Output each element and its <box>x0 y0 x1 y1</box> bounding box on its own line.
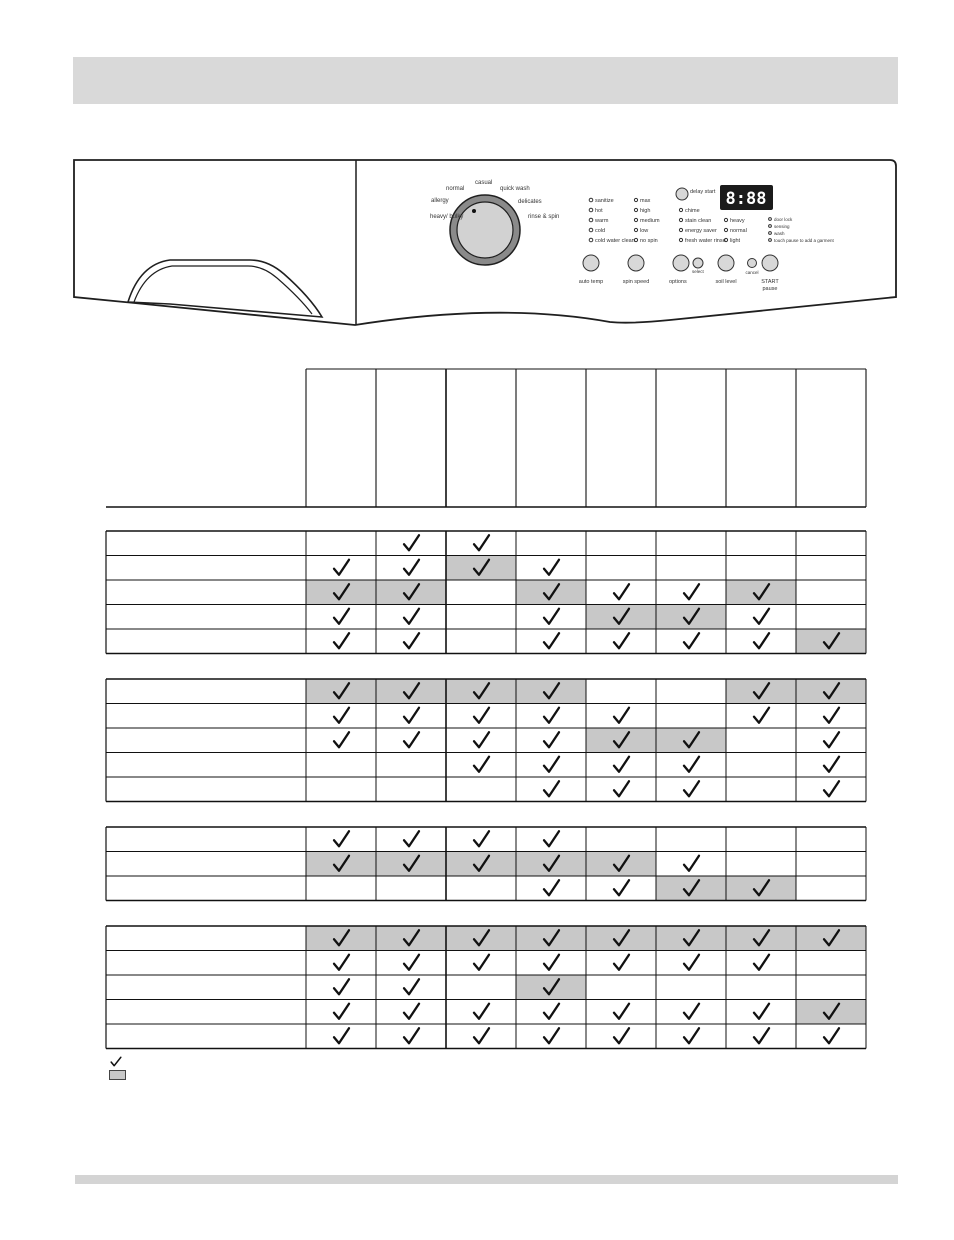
cycle-label: rinse & spin <box>528 214 560 220</box>
check-icon <box>334 831 349 846</box>
check-icon <box>544 683 559 698</box>
check-icon <box>544 584 559 599</box>
check-icon <box>404 584 419 599</box>
highlighted-cell <box>306 679 376 704</box>
cancel-button[interactable] <box>748 259 757 268</box>
check-icon <box>404 1028 419 1043</box>
check-icon <box>334 683 349 698</box>
status-option: sensing <box>774 224 790 229</box>
start-pause-button[interactable] <box>762 255 778 271</box>
check-icon <box>474 757 489 772</box>
check-icon <box>754 683 769 698</box>
check-icon <box>684 633 699 648</box>
check-icon <box>544 633 559 648</box>
temp-option: hot <box>595 208 603 214</box>
check-icon <box>404 609 419 624</box>
check-icon <box>474 930 489 945</box>
highlighted-cell <box>796 1000 866 1025</box>
spin-speed-label: spin speed <box>622 279 650 285</box>
check-icon <box>754 930 769 945</box>
check-icon <box>614 757 629 772</box>
check-icon <box>334 1004 349 1019</box>
check-icon <box>544 560 559 575</box>
control-panel-illustration <box>70 152 900 332</box>
check-icon <box>754 880 769 895</box>
time-display-digits: 8:88 <box>725 189 767 209</box>
check-icon <box>544 609 559 624</box>
status-option: wash <box>774 231 785 236</box>
pause-label: pause <box>762 286 778 292</box>
check-icon <box>544 979 559 994</box>
check-icon <box>404 955 419 970</box>
check-icon <box>334 609 349 624</box>
check-icon <box>824 732 839 747</box>
check-icon <box>614 633 629 648</box>
check-icon <box>334 979 349 994</box>
check-icon <box>614 955 629 970</box>
soil-option: light <box>730 238 741 244</box>
check-icon <box>544 1004 559 1019</box>
cycle-knob[interactable] <box>457 202 513 258</box>
temp-option: cold water clean <box>595 238 635 244</box>
check-icon <box>754 708 769 723</box>
highlighted-cell <box>376 926 446 951</box>
feature-option: stain clean <box>685 218 712 224</box>
highlighted-cell <box>446 852 516 877</box>
check-icon <box>334 930 349 945</box>
highlighted-cell <box>656 926 726 951</box>
feature-option: chime <box>685 208 700 214</box>
auto-temp-label: auto temp <box>578 279 604 285</box>
check-icon <box>684 757 699 772</box>
footer-band <box>75 1175 898 1184</box>
highlighted-cell <box>726 926 796 951</box>
legend-check-icon <box>110 1054 122 1065</box>
check-icon <box>614 1004 629 1019</box>
highlighted-cell <box>656 728 726 753</box>
check-icon <box>544 781 559 796</box>
highlighted-cell <box>726 679 796 704</box>
check-icon <box>824 1004 839 1019</box>
temp-option: sanitize <box>595 198 614 204</box>
check-icon <box>544 955 559 970</box>
check-icon <box>474 560 489 575</box>
control-panel-svg <box>70 152 900 332</box>
options-label: options <box>669 279 687 285</box>
check-icon <box>614 1028 629 1043</box>
check-icon <box>614 609 629 624</box>
delay-start-label: delay start <box>690 189 716 195</box>
check-icon <box>824 683 839 698</box>
soil-level-button[interactable] <box>718 255 734 271</box>
highlighted-cell <box>656 876 726 901</box>
check-icon <box>684 930 699 945</box>
check-icon <box>824 708 839 723</box>
highlighted-cell <box>796 629 866 654</box>
highlighted-cell <box>726 876 796 901</box>
check-icon <box>614 708 629 723</box>
start-label: START <box>761 279 779 285</box>
check-icon <box>754 584 769 599</box>
check-icon <box>474 683 489 698</box>
check-icon <box>754 609 769 624</box>
check-icon <box>754 633 769 648</box>
check-icon <box>614 930 629 945</box>
cycle-label: quick wash <box>500 186 530 192</box>
check-icon <box>474 831 489 846</box>
highlighted-cell <box>586 605 656 630</box>
soil-option: heavy <box>730 218 745 224</box>
check-icon <box>474 535 489 550</box>
check-icon <box>544 880 559 895</box>
spin-option: high <box>640 208 651 214</box>
status-option: door lock <box>774 217 793 222</box>
check-icon <box>684 1004 699 1019</box>
check-icon <box>754 955 769 970</box>
check-icon <box>334 560 349 575</box>
cycle-label: normal <box>446 186 465 192</box>
delay-start-button[interactable] <box>676 188 688 200</box>
highlighted-cell <box>516 926 586 951</box>
check-icon <box>404 708 419 723</box>
check-icon <box>544 757 559 772</box>
highlighted-cell <box>306 580 376 605</box>
check-icon <box>334 584 349 599</box>
feature-option: energy saver <box>685 228 717 234</box>
check-icon <box>474 1004 489 1019</box>
check-icon <box>684 880 699 895</box>
highlighted-cell <box>796 926 866 951</box>
auto-temp-button[interactable] <box>583 255 599 271</box>
cycle-label: allergy <box>431 198 449 204</box>
check-icon <box>824 633 839 648</box>
highlighted-cell <box>376 580 446 605</box>
check-icon <box>404 856 419 871</box>
check-icon <box>684 955 699 970</box>
cycle-label: heavy/ bulky <box>430 214 464 220</box>
highlighted-cell <box>586 926 656 951</box>
check-icon <box>754 1004 769 1019</box>
check-icon <box>544 708 559 723</box>
check-icon <box>684 609 699 624</box>
soil-option: normal <box>730 228 747 234</box>
select-button[interactable] <box>693 258 703 268</box>
highlighted-cell <box>516 975 586 1000</box>
highlighted-cell <box>726 580 796 605</box>
check-icon <box>614 781 629 796</box>
check-icon <box>334 1028 349 1043</box>
check-icon <box>334 633 349 648</box>
highlighted-cell <box>306 926 376 951</box>
check-icon <box>404 683 419 698</box>
check-icon <box>684 856 699 871</box>
check-icon <box>334 955 349 970</box>
cancel-label: cancel <box>745 270 759 275</box>
temp-option: cold <box>595 228 606 234</box>
soil-level-label: soil level <box>715 279 737 285</box>
check-icon <box>614 584 629 599</box>
check-icon <box>334 732 349 747</box>
check-icon <box>334 708 349 723</box>
header-band <box>73 57 898 104</box>
highlighted-cell <box>306 852 376 877</box>
check-icon <box>404 535 419 550</box>
check-icon <box>404 732 419 747</box>
check-icon <box>824 930 839 945</box>
check-icon <box>544 831 559 846</box>
check-icon <box>684 732 699 747</box>
check-icon <box>404 831 419 846</box>
check-icon <box>474 955 489 970</box>
check-icon <box>824 757 839 772</box>
highlighted-cell <box>796 679 866 704</box>
spin-option: low <box>640 228 649 234</box>
highlighted-cell <box>516 852 586 877</box>
highlighted-cell <box>376 852 446 877</box>
check-icon <box>754 1028 769 1043</box>
highlighted-cell <box>446 679 516 704</box>
check-icon <box>614 880 629 895</box>
check-icon <box>824 781 839 796</box>
check-icon <box>684 584 699 599</box>
highlighted-cell <box>376 679 446 704</box>
check-icon <box>824 1028 839 1043</box>
check-icon <box>474 708 489 723</box>
check-icon <box>544 856 559 871</box>
check-icon <box>614 856 629 871</box>
feature-option: fresh water rinse <box>685 238 726 244</box>
check-icon <box>474 732 489 747</box>
spin-option: max <box>640 198 651 204</box>
cycle-label: casual <box>475 180 493 186</box>
check-icon <box>684 1028 699 1043</box>
spin-speed-button[interactable] <box>628 255 644 271</box>
check-icon <box>404 930 419 945</box>
highlighted-cell <box>586 728 656 753</box>
highlighted-cell <box>516 679 586 704</box>
temp-option: warm <box>595 218 609 224</box>
status-option: touch pause to add a garment <box>774 238 834 243</box>
highlighted-cell <box>446 556 516 581</box>
check-icon <box>544 930 559 945</box>
check-icon <box>404 633 419 648</box>
highlighted-cell <box>446 926 516 951</box>
cycle-knob-indicator <box>472 209 476 213</box>
spin-option: no spin <box>640 238 658 244</box>
select-label: select <box>692 269 704 274</box>
check-icon <box>614 732 629 747</box>
check-icon <box>404 560 419 575</box>
cycle-label: delicates <box>518 199 542 205</box>
check-icon <box>544 1028 559 1043</box>
check-icon <box>684 781 699 796</box>
check-icon <box>404 979 419 994</box>
check-icon <box>474 856 489 871</box>
highlighted-cell <box>586 852 656 877</box>
options-button[interactable] <box>673 255 689 271</box>
highlighted-cell <box>656 605 726 630</box>
check-icon <box>474 1028 489 1043</box>
check-icon <box>544 732 559 747</box>
check-icon <box>334 856 349 871</box>
highlighted-cell <box>516 580 586 605</box>
check-icon <box>404 1004 419 1019</box>
legend-gray-swatch-icon <box>109 1070 126 1080</box>
spin-option: medium <box>640 218 660 224</box>
